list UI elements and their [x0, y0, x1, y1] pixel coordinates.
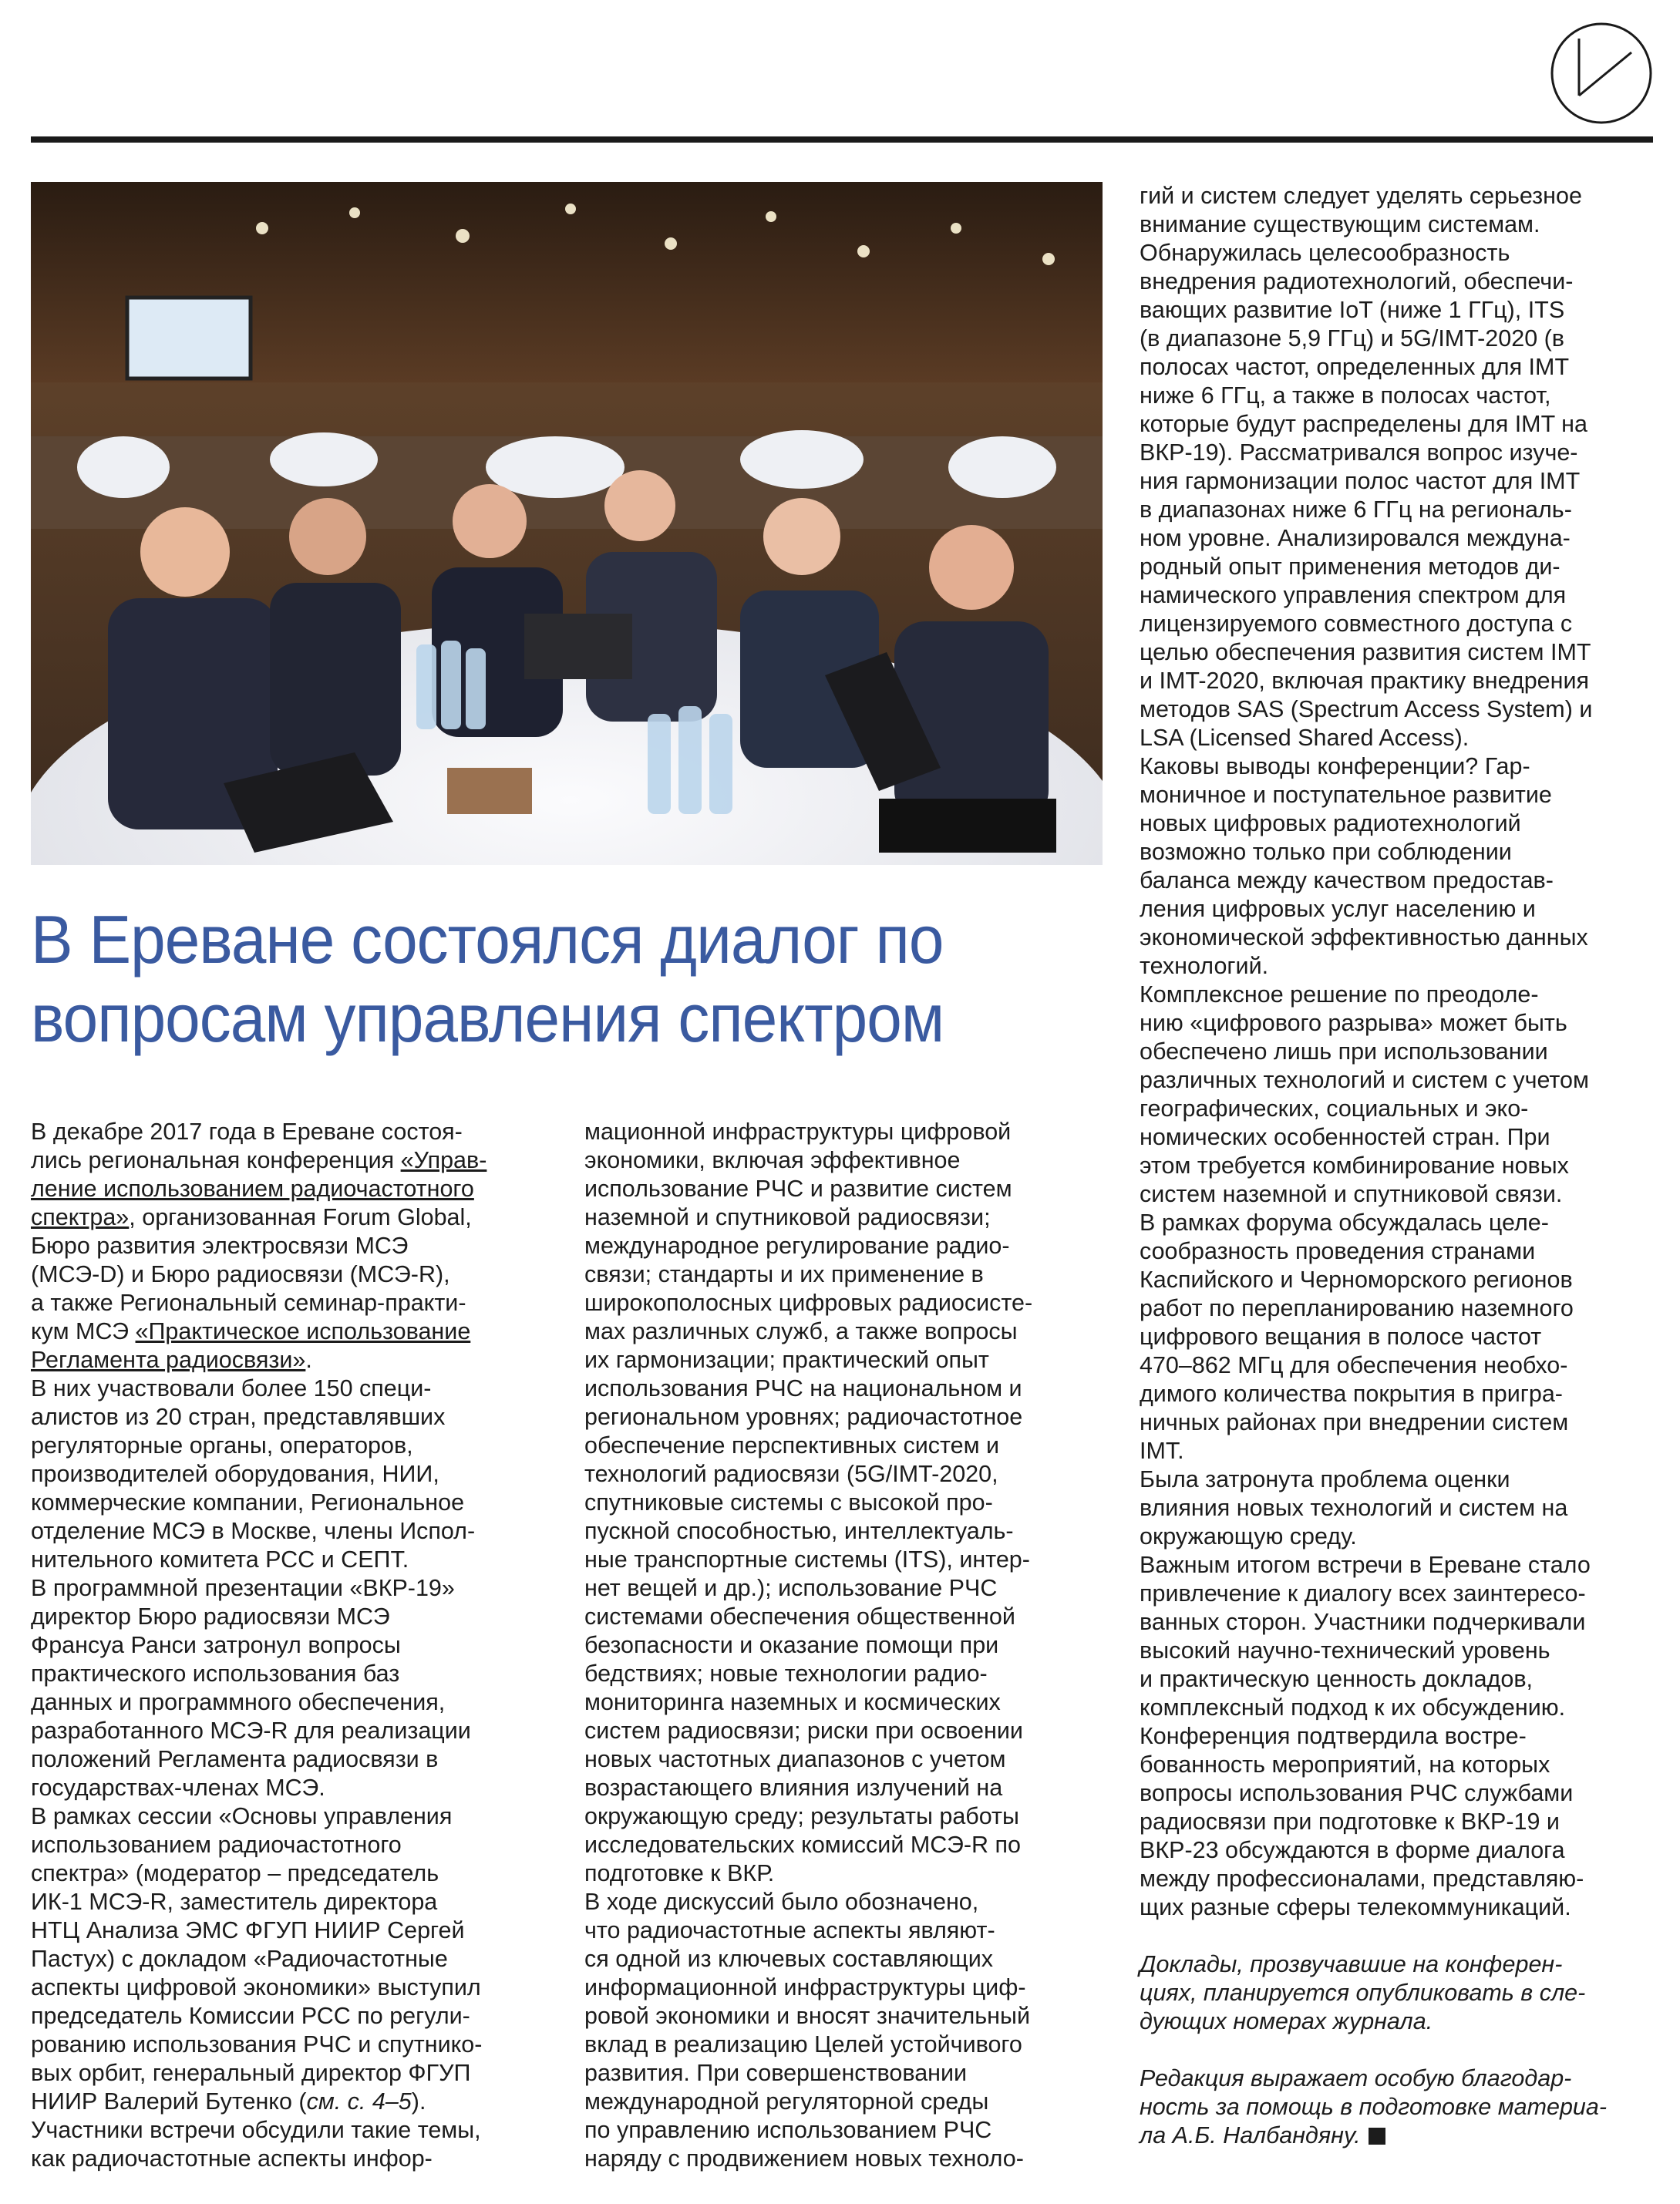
- header-rule: [31, 136, 1653, 143]
- text-fragment: НИИР Валерий Бутенко (: [31, 2088, 307, 2115]
- text-line: ИК-1 МСЭ-R, заместитель директора: [31, 1889, 438, 1915]
- seminar-title-link[interactable]: Регламента радиосвязи»: [31, 1347, 306, 1373]
- acknowledgement-line: [1140, 2122, 1664, 2150]
- text-line: широкополосных цифровых радиосисте-: [584, 1290, 1033, 1316]
- text-line: IMT.: [1140, 1438, 1184, 1464]
- text-line: директор Бюро радиосвязи МСЭ: [31, 1603, 390, 1630]
- text-line: Франсуа Ранси затронул вопросы: [31, 1632, 401, 1658]
- text-line: Комплексное решение по преодоле-: [1140, 981, 1539, 1008]
- text-line: влияния новых технологий и систем на: [1140, 1495, 1568, 1521]
- text-line: номических особенностей стран. При: [1140, 1124, 1550, 1150]
- text-line: 470–862 МГц для обеспечения необхо-: [1140, 1352, 1568, 1378]
- text-line: наземной и спутниковой радиосвязи;: [584, 1204, 991, 1230]
- text-line: безопасности и оказание помощи при: [584, 1632, 999, 1658]
- text-line: ся одной из ключевых составляющих: [584, 1946, 993, 1972]
- text-line: этом требуется комбинирование новых: [1140, 1152, 1569, 1179]
- text-line: системами обеспечения общественной: [584, 1603, 1015, 1630]
- headline-line-1: В Ереване состоялся диалог по: [31, 901, 944, 977]
- text-line: между профессионалами, представляю-: [1140, 1866, 1584, 1892]
- text-line: технологий.: [1140, 953, 1269, 979]
- text-line: высокий научно-технический уровень: [1140, 1637, 1550, 1664]
- text-line: информационной инфраструктуры циф-: [584, 1974, 1026, 2000]
- text-line: методов SAS (Spectrum Access System) и: [1140, 696, 1593, 722]
- text-line: пускной способностью, интеллектуаль-: [584, 1518, 1014, 1544]
- text-line: технологий радиосвязи (5G/IMT-2020,: [584, 1461, 998, 1487]
- text-line: намического управления спектром для: [1140, 582, 1567, 608]
- text-line: а также Региональный семинар-практи-: [31, 1290, 466, 1316]
- text-line: использование РЧС и развитие систем: [584, 1176, 1012, 1202]
- text-line: международной регуляторной среды: [584, 2088, 989, 2115]
- text-line: как радиочастотные аспекты инфор-: [31, 2145, 433, 2172]
- text-line: новых цифровых радиотехнологий: [1140, 810, 1521, 836]
- text-line: родный опыт применения методов ди-: [1140, 554, 1560, 580]
- text-line: аспекты цифровой экономики» выступил: [31, 1974, 481, 2000]
- text-line: бованность мероприятий, на которых: [1140, 1751, 1550, 1778]
- text-line: Участники встречи обсудили такие темы,: [31, 2117, 481, 2143]
- text-line: различных технологий и систем с учетом: [1140, 1067, 1589, 1093]
- conference-title-link[interactable]: спектра»: [31, 1204, 130, 1230]
- text-fragment: .: [305, 1347, 312, 1373]
- text-line: Конференция подтвердила востре-: [1140, 1723, 1527, 1749]
- text-line: В ходе дискуссий было обозначено,: [584, 1889, 979, 1915]
- text-line: географических, социальных и эко-: [1140, 1095, 1529, 1122]
- text-line: [31, 2088, 555, 2116]
- text-line: связи; стандарты и их применение в: [584, 1261, 984, 1287]
- text-line: В декабре 2017 года в Ереване состоя-: [31, 1119, 463, 1145]
- text-line: государствах-членах МСЭ.: [31, 1775, 325, 1801]
- text-line: [31, 1346, 555, 1375]
- text-line: баланса между качеством предостав-: [1140, 867, 1554, 893]
- text-line: по управлению использованием РЧС: [584, 2117, 992, 2143]
- arrow-down-left-circle-icon: [1550, 22, 1653, 125]
- article-column-3: [1140, 182, 1664, 2150]
- text-line: сообразность проведения странами: [1140, 1238, 1536, 1264]
- text-line: нительного комитета РСС и СЕПТ.: [31, 1546, 409, 1573]
- text-line: вклад в реализацию Целей устойчивого: [584, 2031, 1022, 2058]
- editorial-note-line: дующих номерах журнала.: [1140, 2008, 1433, 2034]
- text-line: Каспийского и Черноморского регионов: [1140, 1267, 1573, 1293]
- text-line: (МСЭ-D) и Бюро радиосвязи (МСЭ-R),: [31, 1261, 450, 1287]
- seminar-title-link[interactable]: «Практическое использование: [135, 1318, 471, 1344]
- text-line: что радиочастотные аспекты являют-: [584, 1917, 995, 1943]
- text-fragment: ла А.Б. Налбандяну.: [1140, 2122, 1361, 2148]
- text-line: ничных районах при внедрении систем: [1140, 1409, 1569, 1435]
- editorial-note-line: Доклады, прозвучавшие на конферен-: [1140, 1951, 1563, 1977]
- text-line: ные транспортные системы (ITS), интер-: [584, 1546, 1030, 1573]
- text-line: нию «цифрового разрыва» может быть: [1140, 1010, 1567, 1036]
- text-line: бедствиях; новые технологии радио-: [584, 1661, 988, 1687]
- text-line: спектра» (модератор – председатель: [31, 1860, 439, 1886]
- headline-line-2: вопросам управления спектром: [31, 980, 944, 1056]
- text-line: мониторинга наземных и космических: [584, 1689, 1001, 1715]
- article-column-1: [31, 1118, 555, 2173]
- text-line: регуляторные органы, операторов,: [31, 1432, 413, 1459]
- text-line: внимание существующим системам.: [1140, 211, 1540, 237]
- text-line: ния гармонизации полос частот для IMT: [1140, 468, 1581, 494]
- text-line: данных и программного обеспечения,: [31, 1689, 446, 1715]
- text-line: ления цифровых услуг населению и: [1140, 896, 1536, 922]
- spacer: [1140, 2036, 1664, 2064]
- conference-title-link[interactable]: «Управ-: [400, 1147, 487, 1173]
- end-of-article-mark: [1369, 2128, 1385, 2145]
- text-line: в диапазонах ниже 6 ГГц на региональ-: [1140, 496, 1572, 523]
- text-line: отделение МСЭ в Москве, члены Испол-: [31, 1518, 476, 1544]
- text-line: [31, 1317, 555, 1346]
- text-line: систем радиосвязи; риски при освоении: [584, 1718, 1023, 1744]
- conference-title-link[interactable]: ление использованием радиочастотного: [31, 1176, 474, 1202]
- text-line: нет вещей и др.); использование РЧС: [584, 1575, 998, 1601]
- text-line: Пастух) с докладом «Радиочастотные: [31, 1946, 448, 1972]
- text-line: экономики, включая эффективное: [584, 1147, 961, 1173]
- article-headline: [31, 900, 1020, 1058]
- text-line: систем наземной и спутниковой связи.: [1140, 1181, 1563, 1207]
- text-line: обеспечение перспективных систем и: [584, 1432, 1000, 1459]
- text-line: Была затронута проблема оценки: [1140, 1466, 1510, 1492]
- text-line: вопросы использования РЧС службами: [1140, 1780, 1574, 1806]
- text-line: ВКР-23 обсуждаются в форме диалога: [1140, 1837, 1565, 1863]
- text-line: [31, 1146, 555, 1175]
- text-line: димого количества покрытия в пригра-: [1140, 1381, 1563, 1407]
- acknowledgement-line: ность за помощь в подготовке материа-: [1140, 2094, 1608, 2120]
- text-line: возрастающего влияния излучений на: [584, 1775, 1003, 1801]
- text-line: Важным итогом встречи в Ереване стало: [1140, 1552, 1591, 1578]
- text-line: окружающую среду.: [1140, 1523, 1357, 1550]
- text-line: Бюро развития электросвязи МСЭ: [31, 1233, 409, 1259]
- text-fragment: лись региональная конференция: [31, 1147, 401, 1173]
- text-line: полосах частот, определенных для IMT: [1140, 354, 1570, 380]
- text-line: комплексный подход к их обсуждению.: [1140, 1694, 1566, 1721]
- text-line: региональном уровнях; радиочастотное: [584, 1404, 1023, 1430]
- text-line: их гармонизации; практический опыт: [584, 1347, 989, 1373]
- text-line: НТЦ Анализа ЭМС ФГУП НИИР Сергей: [31, 1917, 465, 1943]
- text-line: лицензируемого совместного доступа с: [1140, 611, 1573, 637]
- text-line: цифрового вещания в полосе частот: [1140, 1324, 1542, 1350]
- text-line: и практическую ценность докладов,: [1140, 1666, 1533, 1692]
- text-line: подготовке к ВКР.: [584, 1860, 775, 1886]
- text-line: В рамках форума обсуждалась целе-: [1140, 1210, 1549, 1236]
- text-line: Каковы выводы конференции? Гар-: [1140, 753, 1530, 779]
- text-line: мационной инфраструктуры цифровой: [584, 1119, 1012, 1145]
- text-line: ном уровне. Анализировался междуна-: [1140, 525, 1571, 551]
- editorial-note-line: циях, планируется опубликовать в сле-: [1140, 1980, 1586, 2006]
- text-line: развития. При совершенствовании: [584, 2060, 968, 2086]
- page-reference: см. с. 4–5: [306, 2088, 412, 2115]
- text-line: привлечение к диалогу всех заинтересо-: [1140, 1580, 1586, 1607]
- text-fragment: , организованная Forum Global,: [129, 1204, 472, 1230]
- text-line: моничное и поступательное развитие: [1140, 782, 1552, 808]
- text-line: работ по перепланированию наземного: [1140, 1295, 1574, 1321]
- text-line: и IMT-2020, включая практику внедрения: [1140, 668, 1590, 694]
- text-line: использованием радиочастотного: [31, 1832, 402, 1858]
- text-line: окружающую среду; результаты работы: [584, 1803, 1019, 1829]
- text-line: производителей оборудования, НИИ,: [31, 1461, 439, 1487]
- text-line: коммерческие компании, Региональное: [31, 1489, 465, 1516]
- text-line: рованию использования РЧС и спутнико-: [31, 2031, 483, 2058]
- text-line: практического использования баз: [31, 1661, 400, 1687]
- text-line: исследовательских комиссий МСЭ-R по: [584, 1832, 1022, 1858]
- text-line: LSA (Licensed Shared Access).: [1140, 725, 1470, 751]
- text-line: гий и систем следует уделять серьезное: [1140, 183, 1582, 209]
- text-line: Обнаружилась целесообразность: [1140, 240, 1510, 266]
- text-line: наряду с продвижением новых техноло-: [584, 2145, 1024, 2172]
- text-line: внедрения радиотехнологий, обеспечи-: [1140, 268, 1574, 294]
- text-line: щих разные сферы телекоммуникаций.: [1140, 1894, 1571, 1920]
- text-line: председатель Комиссии РСС по регули-: [31, 2003, 470, 2029]
- text-line: вых орбит, генеральный директор ФГУП: [31, 2060, 471, 2086]
- text-line: использования РЧС на национальном и: [584, 1375, 1022, 1401]
- text-line: (в диапазоне 5,9 ГГц) и 5G/IMT-2020 (в: [1140, 325, 1564, 352]
- acknowledgement-line: Редакция выражает особую благодар-: [1140, 2065, 1572, 2091]
- text-line: спутниковые системы с высокой про-: [584, 1489, 993, 1516]
- text-line: целью обеспечения развития систем IMT: [1140, 639, 1591, 665]
- text-line: международное регулирование радио-: [584, 1233, 1010, 1259]
- text-line: ниже 6 ГГц, а также в полосах частот,: [1140, 382, 1551, 409]
- text-line: [31, 1203, 555, 1232]
- text-line: В программной презентации «ВКР-19»: [31, 1575, 455, 1601]
- text-line: которые будут распределены для IMT на: [1140, 411, 1587, 437]
- text-line: мах различных служб, а также вопросы: [584, 1318, 1018, 1344]
- text-line: ровой экономики и вносят значительный: [584, 2003, 1030, 2029]
- article-column-2: [584, 1118, 1109, 2173]
- text-fragment: кум МСЭ: [31, 1318, 136, 1344]
- text-line: В них участвовали более 150 специ-: [31, 1375, 432, 1401]
- text-line: радиосвязи при подготовке к ВКР-19 и: [1140, 1809, 1560, 1835]
- conference-photo: [31, 182, 1103, 865]
- text-line: возможно только при соблюдении: [1140, 839, 1512, 865]
- spacer: [1140, 1922, 1664, 1950]
- text-line: обеспечено лишь при использовании: [1140, 1038, 1548, 1065]
- text-line: ванных сторон. Участники подчеркивали: [1140, 1609, 1586, 1635]
- text-line: разработанного МСЭ-R для реализации: [31, 1718, 471, 1744]
- text-line: экономической эффективностью данных: [1140, 924, 1588, 951]
- text-line: алистов из 20 стран, представлявших: [31, 1404, 446, 1430]
- text-fragment: ).: [411, 2088, 426, 2115]
- text-line: ВКР-19). Рассматривался вопрос изуче-: [1140, 439, 1578, 466]
- text-line: положений Регламента радиосвязи в: [31, 1746, 439, 1772]
- text-line: В рамках сессии «Основы управления: [31, 1803, 453, 1829]
- text-line: новых частотных диапазонов с учетом: [584, 1746, 1006, 1772]
- text-line: вающих развитие IoT (ниже 1 ГГц), ITS: [1140, 297, 1565, 323]
